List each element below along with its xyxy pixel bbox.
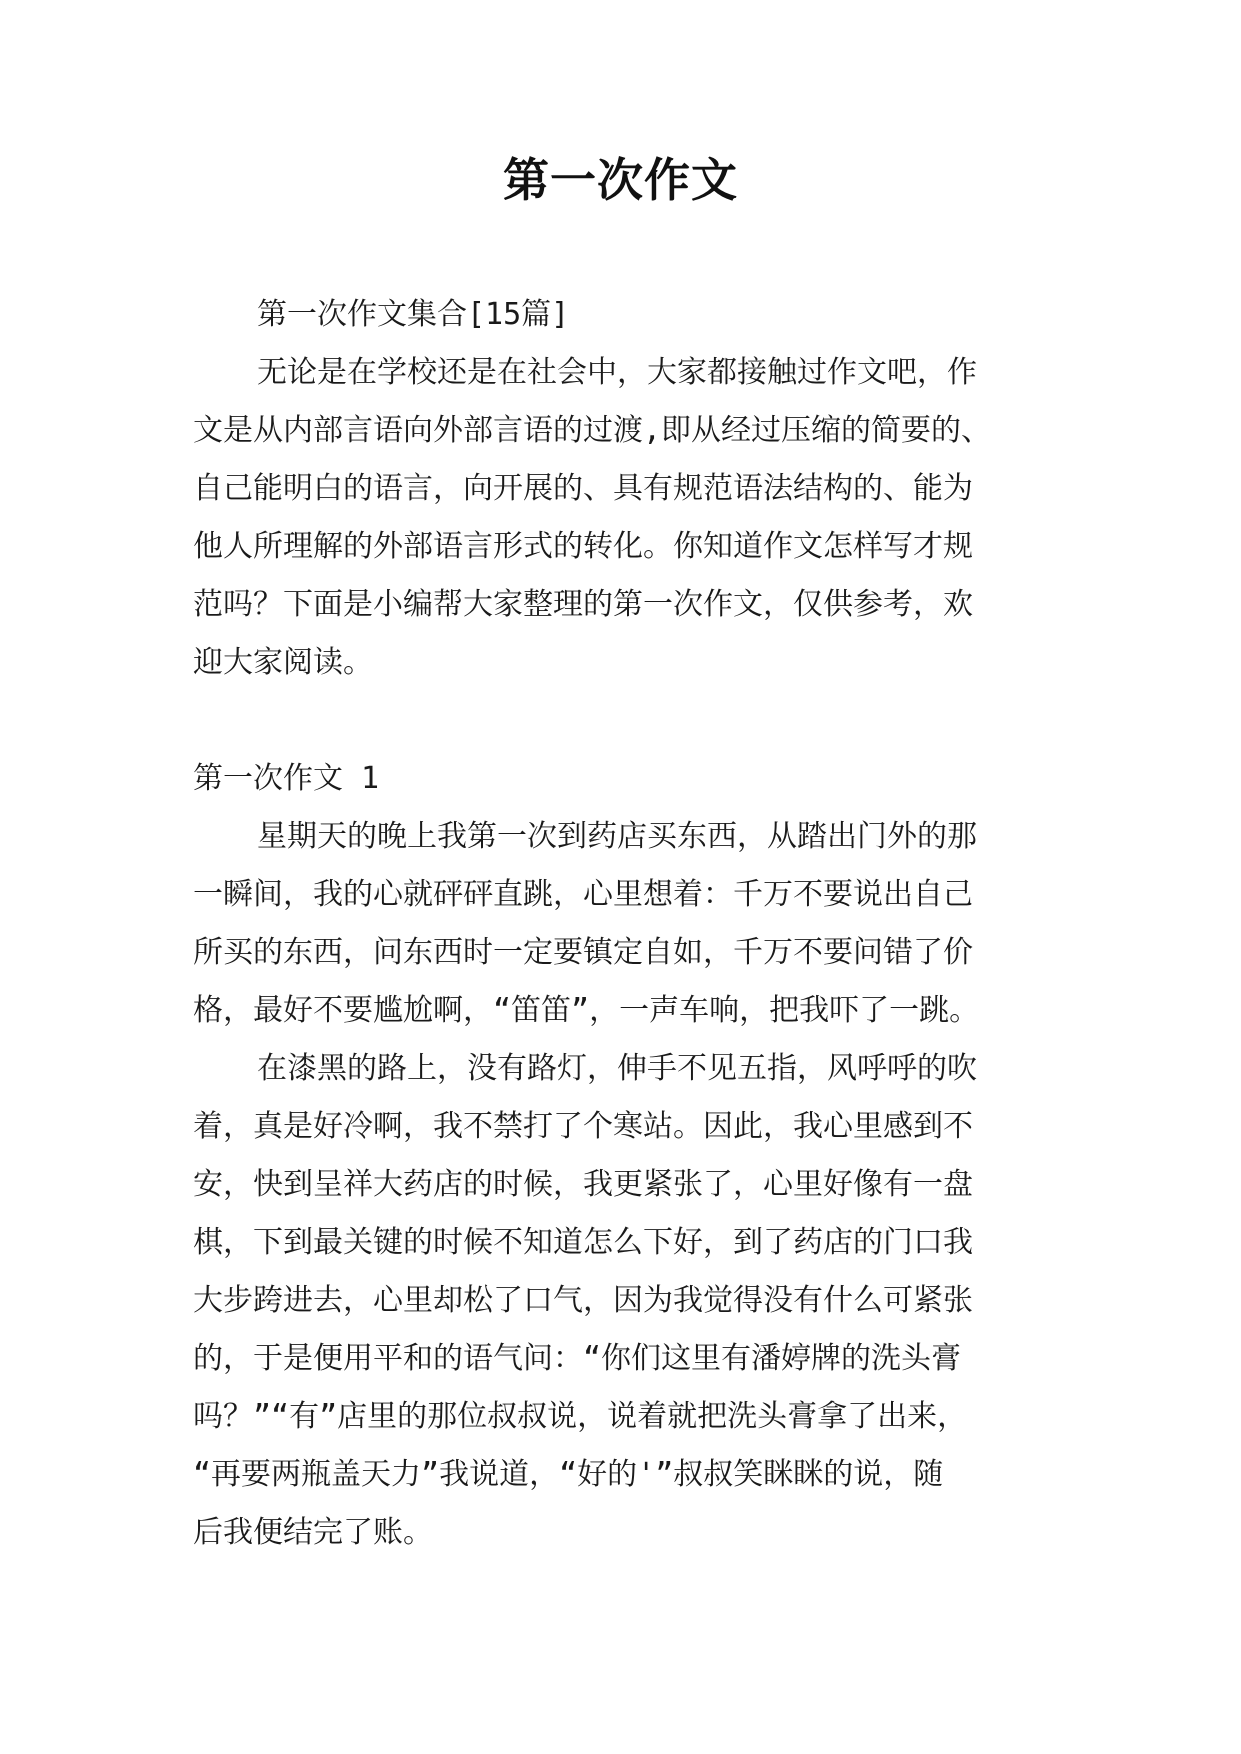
intro-line: 他人所理解的外部语言形式的转化。你知道作文怎样写才规 — [193, 529, 973, 564]
paragraph-line: 一瞬间，我的心就砰砰直跳，心里想着：千万不要说出自己 — [193, 877, 973, 912]
paragraph-line: 安，快到呈祥大药店的时候，我更紧张了，心里好像有一盘 — [193, 1167, 973, 1202]
paragraph-spacer — [193, 692, 1093, 750]
essay-paragraph-2 — [193, 1040, 1093, 1562]
paragraph-line: “再要两瓶盖天力”我说道，“好的'”叔叔笑眯眯的说，随 — [193, 1457, 944, 1492]
intro-line: 自己能明白的语言，向开展的、具有规范语法结构的、能为 — [193, 471, 973, 506]
paragraph-line: 的，于是便用平和的语气问：“你们这里有潘婷牌的洗头膏 — [193, 1341, 962, 1376]
paragraph-line: 大步跨进去，心里却松了口气，因为我觉得没有什么可紧张 — [193, 1283, 973, 1318]
paragraph-line: 格，最好不要尴尬啊，“笛笛”，一声车响，把我吓了一跳。 — [193, 993, 980, 1028]
intro-line: 迎大家阅读。 — [193, 645, 373, 680]
paragraph-line: 星期天的晚上我第一次到药店买东西，从踏出门外的那 — [257, 819, 977, 854]
essay-paragraph-1 — [193, 808, 1093, 1040]
document-body — [193, 286, 1093, 1562]
paragraph-line: 后我便结完了账。 — [193, 1515, 433, 1550]
paragraph-line: 在漆黑的路上，没有路灯，伸手不见五指，风呼呼的吹 — [257, 1051, 977, 1086]
paragraph-line: 棋，下到最关键的时候不知道怎么下好，到了药店的门口我 — [193, 1225, 973, 1260]
intro-line: 文是从内部言语向外部言语的过渡,即从经过压缩的简要的、 — [193, 413, 992, 448]
collection-subtitle: 第一次作文集合[15篇] — [257, 297, 570, 332]
document-title: 第一次作文 — [503, 153, 738, 207]
paragraph-line: 所买的东西，问东西时一定要镇定自如，千万不要问错了价 — [193, 935, 973, 970]
intro-line: 范吗？下面是小编帮大家整理的第一次作文，仅供参考，欢 — [193, 587, 973, 622]
paragraph-line: 吗？”“有”店里的那位叔叔说，说着就把洗头膏拿了出来， — [193, 1399, 968, 1434]
intro-line: 无论是在学校还是在社会中，大家都接触过作文吧，作 — [257, 355, 977, 390]
paragraph-line: 着，真是好冷啊，我不禁打了个寒站。因此，我心里感到不 — [193, 1109, 973, 1144]
intro-paragraph — [193, 344, 1093, 692]
section-heading: 第一次作文 1 — [193, 761, 380, 796]
